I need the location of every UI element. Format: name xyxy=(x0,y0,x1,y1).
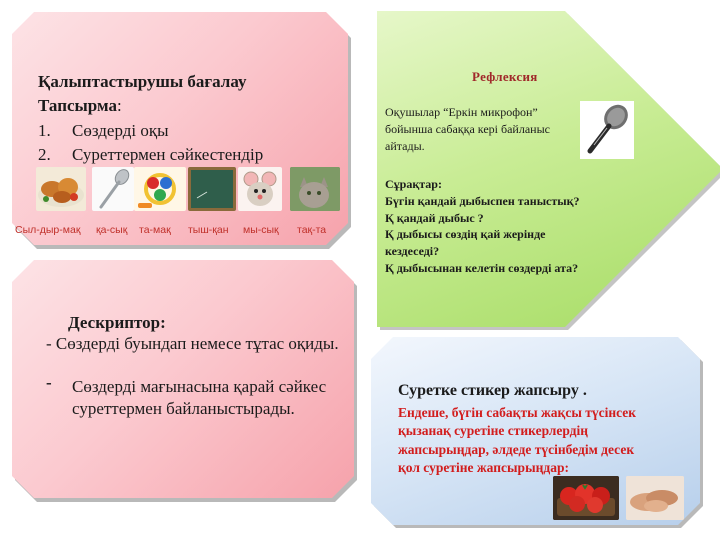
task-item xyxy=(38,119,263,143)
descriptor-line: - Сөздерді буындап немесе тұтас оқиды. xyxy=(46,334,339,353)
question-line: кездеседі? xyxy=(385,244,440,259)
chalkboard-photo xyxy=(188,167,236,211)
tomatoes-photo xyxy=(553,476,619,520)
task-item xyxy=(38,143,263,167)
syllable-word: мы-сық xyxy=(243,224,279,236)
reflection-panel xyxy=(377,11,720,327)
task-list xyxy=(38,119,263,167)
spoon-photo xyxy=(92,167,134,211)
sticker-body-line: жапсырыңдар, әлдеде түсінбедім десек xyxy=(398,441,635,457)
task-label: Тапсырма xyxy=(38,96,117,115)
task-item-number: 1. xyxy=(38,121,51,140)
questions-header: Сұрақтар: xyxy=(385,177,442,191)
syllable-word: тақ-та xyxy=(297,224,327,236)
sticker-body-line: қызанақ суретіне стикерлердің xyxy=(398,423,589,439)
sticker-body-line: Ендеше, бүгін сабақты жақсы түсінсек xyxy=(398,405,637,420)
task-item-number: 2. xyxy=(38,145,51,164)
mouse-toy-photo xyxy=(238,167,282,211)
task-item-text: Суреттермен сәйкестендір xyxy=(72,145,264,164)
sticker-body xyxy=(398,404,694,477)
hands-photo xyxy=(626,476,684,520)
picture-strip xyxy=(36,167,340,211)
microphone-photo xyxy=(580,101,634,159)
question-line: Қ дыбысы сөздің қай жерінде xyxy=(385,227,546,242)
reflection-body-line: бойынша сабаққа кері байланыс xyxy=(385,122,550,136)
reflection-body-line: айтады. xyxy=(385,139,425,153)
question-line: Қ қандай дыбыс ? xyxy=(385,210,484,225)
sticker-body-line: қол суретіне жапсырыңдар: xyxy=(398,459,569,475)
formative-assessment-title: Қалыптастырушы бағалау xyxy=(38,72,247,91)
reflection-body-line: Оқушылар “Еркін микрофон” xyxy=(385,105,538,119)
question-line: Қ дыбысынан келетін сөздерді ата? xyxy=(385,260,579,275)
syllable-word: та-мақ xyxy=(139,224,171,236)
syllable-word: Сыл-дыр-мақ xyxy=(15,224,81,236)
syllable-word: тыш-қан xyxy=(188,224,229,236)
food-photo xyxy=(36,167,86,211)
reflection-title: Рефлексия xyxy=(472,69,538,84)
rattle-toy-photo xyxy=(134,167,186,211)
task-line xyxy=(38,96,122,116)
reflection-body xyxy=(385,104,550,155)
task-colon: : xyxy=(116,96,122,115)
descriptor-title: Дескриптор: xyxy=(68,313,166,332)
question-line: Бүгін қандай дыбыспен таныстық? xyxy=(385,193,580,208)
sticker-title: Суретке стикер жапсыру . xyxy=(398,382,587,399)
reflection-questions xyxy=(385,176,580,277)
bullet-dash: - xyxy=(46,373,52,392)
task-item-text: Сөздерді оқы xyxy=(72,121,169,140)
syllable-word: қа-сық xyxy=(96,224,128,236)
cat-photo xyxy=(290,167,340,211)
descriptor-bullet-text: Сөздерді мағынасына қарай сәйкес суреттермен байланыстырады. xyxy=(72,377,327,418)
